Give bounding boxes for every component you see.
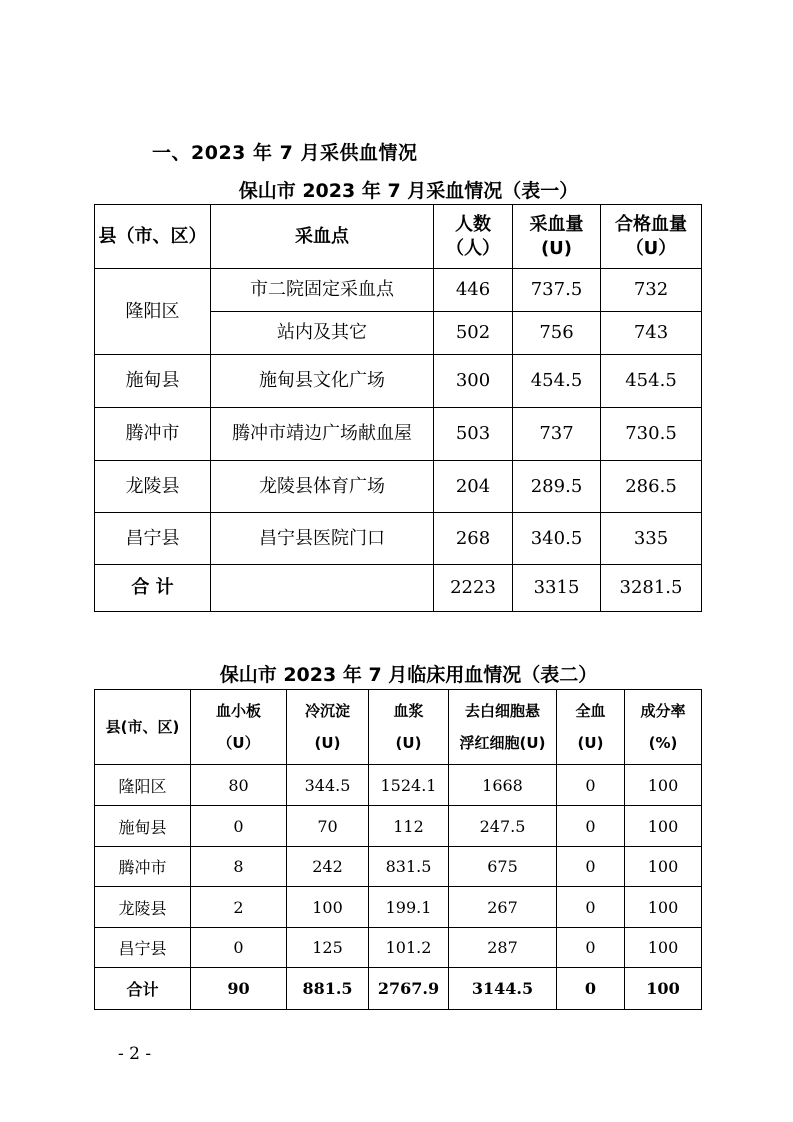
total-qualified: 3281.5 (601, 565, 702, 612)
county-cell: 龙陵县 (95, 887, 191, 928)
header-people: 人数 （人） (434, 205, 513, 269)
volume-cell: 454.5 (513, 355, 601, 408)
county-cell: 龙陵县 (95, 461, 211, 513)
people-cell: 204 (434, 461, 513, 513)
header-whole-blood: 全血 (U) (557, 690, 625, 765)
total-platelet: 90 (191, 968, 287, 1010)
table1-header-row (95, 205, 702, 269)
people-cell: 268 (434, 513, 513, 565)
total-label: 合 计 (95, 565, 211, 612)
table-row (95, 269, 702, 312)
whole-blood-cell: 0 (557, 847, 625, 887)
whole-blood-cell: 0 (557, 887, 625, 928)
plasma-cell: 112 (369, 806, 449, 847)
volume-cell: 289.5 (513, 461, 601, 513)
page-number: - 2 - (118, 1044, 152, 1064)
people-cell: 446 (434, 269, 513, 312)
site-cell: 昌宁县医院门口 (211, 513, 434, 565)
plasma-cell: 831.5 (369, 847, 449, 887)
header-county: 县（市、区） (95, 205, 211, 269)
qualified-cell: 730.5 (601, 408, 702, 461)
section-heading: 一、2023 年 7 月采供血情况 (152, 142, 418, 164)
platelet-cell: 80 (191, 765, 287, 806)
county-cell: 腾冲市 (95, 847, 191, 887)
total-rate: 100 (625, 968, 702, 1010)
plasma-cell: 1524.1 (369, 765, 449, 806)
qualified-cell: 286.5 (601, 461, 702, 513)
table-row (95, 806, 702, 847)
header-component-rate: 成分率 (%) (625, 690, 702, 765)
total-whole-blood: 0 (557, 968, 625, 1010)
rbc-cell: 1668 (449, 765, 557, 806)
cryo-cell: 100 (287, 887, 369, 928)
volume-cell: 756 (513, 312, 601, 355)
total-volume: 3315 (513, 565, 601, 612)
platelet-cell: 0 (191, 806, 287, 847)
volume-cell: 340.5 (513, 513, 601, 565)
header-platelet: 血小板 （U） (191, 690, 287, 765)
table-total-row (95, 565, 702, 612)
header-qualified: 合格血量 （U） (601, 205, 702, 269)
site-cell: 施甸县文化广场 (211, 355, 434, 408)
table-row (95, 461, 702, 513)
blood-collection-table (94, 204, 702, 612)
county-cell: 施甸县 (95, 355, 211, 408)
platelet-cell: 0 (191, 928, 287, 968)
table-row (95, 513, 702, 565)
total-rbc: 3144.5 (449, 968, 557, 1010)
site-cell: 腾冲市靖边广场献血屋 (211, 408, 434, 461)
table-row (95, 408, 702, 461)
header-rbc: 去白细胞悬 浮红细胞(U) (449, 690, 557, 765)
qualified-cell: 743 (601, 312, 702, 355)
table-row (95, 887, 702, 928)
platelet-cell: 8 (191, 847, 287, 887)
volume-cell: 737 (513, 408, 601, 461)
rate-cell: 100 (625, 928, 702, 968)
rbc-cell: 247.5 (449, 806, 557, 847)
rbc-cell: 267 (449, 887, 557, 928)
header-volume: 采血量 (U) (513, 205, 601, 269)
county-cell: 腾冲市 (95, 408, 211, 461)
whole-blood-cell: 0 (557, 928, 625, 968)
rate-cell: 100 (625, 847, 702, 887)
people-cell: 300 (434, 355, 513, 408)
table1-caption: 保山市 2023 年 7 月采血情况（表一） (238, 180, 579, 202)
clinical-blood-use-table (94, 689, 702, 1010)
people-cell: 503 (434, 408, 513, 461)
cryo-cell: 344.5 (287, 765, 369, 806)
county-cell: 隆阳区 (95, 269, 211, 355)
plasma-cell: 199.1 (369, 887, 449, 928)
table-row (95, 928, 702, 968)
county-cell: 昌宁县 (95, 513, 211, 565)
whole-blood-cell: 0 (557, 806, 625, 847)
rate-cell: 100 (625, 765, 702, 806)
site-cell: 市二院固定采血点 (211, 269, 434, 312)
total-site-cell (211, 565, 434, 612)
rate-cell: 100 (625, 887, 702, 928)
table-row (95, 847, 702, 887)
total-cryo: 881.5 (287, 968, 369, 1010)
table-total-row (95, 968, 702, 1010)
county-cell: 施甸县 (95, 806, 191, 847)
rate-cell: 100 (625, 806, 702, 847)
total-plasma: 2767.9 (369, 968, 449, 1010)
rbc-cell: 675 (449, 847, 557, 887)
table-row (95, 765, 702, 806)
volume-cell: 737.5 (513, 269, 601, 312)
cryo-cell: 70 (287, 806, 369, 847)
rbc-cell: 287 (449, 928, 557, 968)
table2-header-row (95, 690, 702, 765)
people-cell: 502 (434, 312, 513, 355)
table2-caption: 保山市 2023 年 7 月临床用血情况（表二） (219, 664, 598, 686)
qualified-cell: 454.5 (601, 355, 702, 408)
total-people: 2223 (434, 565, 513, 612)
total-label: 合计 (95, 968, 191, 1010)
site-cell: 站内及其它 (211, 312, 434, 355)
header-site: 采血点 (211, 205, 434, 269)
county-cell: 昌宁县 (95, 928, 191, 968)
header-cryo: 冷沉淀 (U) (287, 690, 369, 765)
cryo-cell: 125 (287, 928, 369, 968)
header-county: 县(市、区) (95, 690, 191, 765)
plasma-cell: 101.2 (369, 928, 449, 968)
table-row (95, 355, 702, 408)
platelet-cell: 2 (191, 887, 287, 928)
qualified-cell: 732 (601, 269, 702, 312)
cryo-cell: 242 (287, 847, 369, 887)
qualified-cell: 335 (601, 513, 702, 565)
whole-blood-cell: 0 (557, 765, 625, 806)
site-cell: 龙陵县体育广场 (211, 461, 434, 513)
county-cell: 隆阳区 (95, 765, 191, 806)
header-plasma: 血浆 (U) (369, 690, 449, 765)
